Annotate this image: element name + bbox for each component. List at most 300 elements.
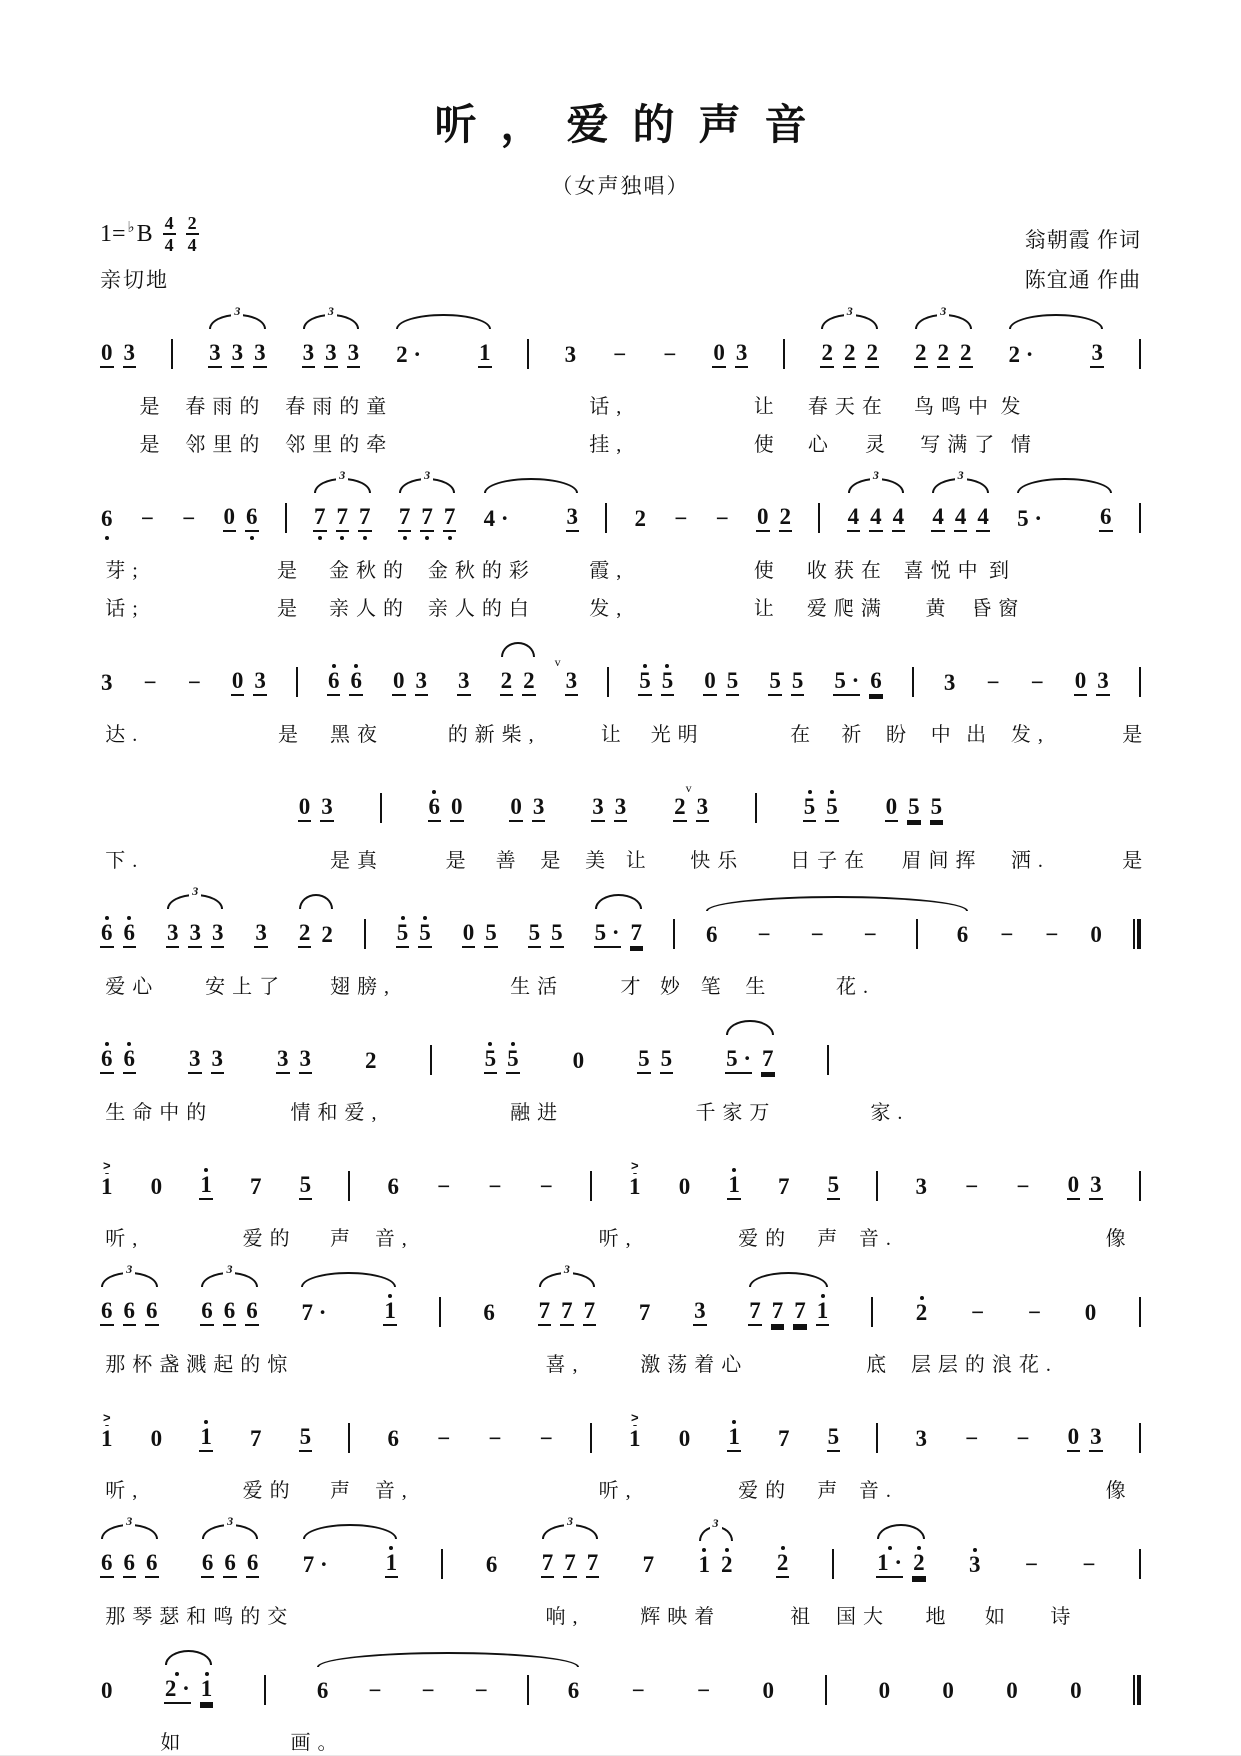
note-group — [143, 655, 158, 710]
note-group — [885, 779, 944, 836]
note-digit: 6 — [245, 1299, 259, 1326]
note-token — [976, 489, 990, 546]
note-group — [528, 905, 564, 962]
note-digit: 2 · — [396, 342, 422, 367]
lyric-syllable: 金秋的 — [329, 560, 411, 582]
dash-token — [140, 491, 155, 546]
note-group — [386, 1411, 400, 1466]
note-token — [1090, 325, 1104, 382]
note-token — [123, 1283, 137, 1340]
note-group — [1139, 339, 1141, 382]
note-token — [300, 1285, 327, 1340]
note-digit: v 3 — [565, 669, 579, 696]
note-token — [803, 779, 817, 836]
note-token — [673, 779, 687, 836]
note-token — [843, 325, 857, 382]
lyric-syllable: 情 — [1010, 434, 1038, 456]
barline — [673, 919, 675, 949]
rest-token — [878, 1663, 892, 1718]
note-digit: − — [1016, 1426, 1030, 1451]
note-digit: 6 — [100, 1551, 114, 1578]
note-digit: 6 — [327, 669, 341, 696]
note-digit: 7 — [778, 1426, 790, 1451]
note-token — [336, 489, 350, 546]
note-top-marks — [665, 653, 669, 669]
note-group — [100, 1411, 114, 1466]
note-token — [254, 905, 268, 962]
note-digit: 3 — [211, 921, 225, 948]
meta-row-2 — [100, 264, 1141, 294]
note-group — [703, 653, 739, 710]
note-group — [1133, 919, 1141, 962]
note-token — [245, 489, 259, 546]
note-group — [298, 779, 334, 836]
lyric-syllable: 音. — [858, 1480, 898, 1502]
note-bottom-marks — [363, 532, 367, 546]
note-top-marks — [105, 1031, 109, 1047]
note-group — [678, 1159, 692, 1214]
note-digit: 3 — [968, 1552, 981, 1577]
note-token — [1016, 491, 1043, 546]
note-digit: 7 — [638, 1300, 651, 1325]
note-token — [246, 1535, 260, 1592]
note-token — [208, 325, 222, 382]
note-group — [1081, 1537, 1096, 1592]
note-group — [970, 1285, 985, 1340]
note-top-marks — [204, 1409, 208, 1425]
lyric-syllable: 爱的 — [242, 1228, 297, 1250]
note-digit: 2 — [912, 1551, 926, 1578]
lyric-syllable: 邻里的牵 — [285, 434, 394, 456]
note-token — [1008, 327, 1035, 382]
note-group — [487, 1159, 502, 1214]
note-digit: 5 — [299, 1173, 313, 1200]
note-digit: 0 — [223, 505, 237, 532]
note-digit: 3 — [564, 342, 577, 367]
low-octave-dot-icon — [250, 536, 254, 540]
lyric-syllable: 诗 — [1050, 1606, 1078, 1628]
rest-token — [572, 1033, 586, 1088]
note-token — [100, 905, 114, 962]
note-digit: 7 — [443, 505, 457, 532]
triplet-group — [398, 489, 457, 546]
meta-row — [100, 214, 1141, 254]
barline — [916, 919, 918, 949]
rest-token — [756, 489, 770, 546]
note-digit: 2 — [914, 341, 928, 368]
low-octave-dot-icon — [403, 536, 407, 540]
lyric-syllable: 是 — [278, 724, 305, 746]
note-top-marks — [432, 779, 436, 795]
note-token — [816, 1283, 830, 1340]
lyric-line — [100, 710, 1150, 748]
note-token — [123, 1535, 137, 1592]
note-digit: 0 — [942, 1678, 954, 1703]
note-token — [833, 653, 860, 710]
note-digit: 7 — [538, 1299, 552, 1326]
note-token — [188, 1031, 202, 1088]
lyric-syllable: 音, — [374, 1480, 414, 1502]
note-token — [482, 1285, 496, 1340]
lyric-syllable: 祈 — [841, 724, 869, 746]
note-token — [638, 1285, 652, 1340]
note-digit: 5 — [484, 921, 498, 948]
note-group — [436, 1411, 451, 1466]
note-digit: 1 — [385, 1551, 399, 1578]
note-token — [253, 325, 267, 382]
note-group — [264, 1675, 266, 1718]
note-digit: 2 — [298, 921, 312, 948]
barline — [832, 1549, 834, 1579]
low-octave-dot-icon — [318, 536, 322, 540]
note-digit: 5 — [484, 1047, 498, 1074]
note-digit: 2 — [365, 1048, 377, 1073]
note-digit: 2 — [673, 795, 687, 822]
note-token — [825, 779, 839, 836]
barline — [296, 667, 298, 697]
dash-token — [662, 327, 677, 382]
note-digit: 1 — [698, 1552, 711, 1577]
lyric-syllable: 金秋的彩 — [427, 560, 536, 582]
notation-line — [100, 304, 1141, 382]
note-bottom-marks — [425, 532, 429, 546]
note-group — [776, 1535, 790, 1592]
barline — [380, 793, 382, 823]
note-token — [827, 1409, 841, 1466]
note-group — [100, 905, 136, 962]
note-group — [380, 793, 382, 836]
lyric-syllable: 昏窗 — [971, 598, 1026, 620]
rest-token — [298, 779, 312, 836]
dash-token — [487, 1411, 502, 1466]
note-digit: 1 — [816, 1299, 830, 1326]
song-title: 听，爱的声音 — [434, 101, 831, 148]
barline — [348, 1423, 350, 1453]
note-digit: 5 — [299, 1425, 313, 1452]
slur-group — [594, 905, 643, 962]
note-token — [563, 1535, 577, 1592]
note-digit: 1 — [200, 1677, 214, 1704]
note-digit: 5 — [930, 795, 944, 822]
note-top-marks — [920, 1285, 924, 1301]
note-group — [761, 1663, 775, 1718]
note-token — [735, 325, 749, 382]
lyric-syllable: 发, — [589, 598, 629, 620]
note-digit: 6 — [483, 1300, 495, 1325]
note-digit: 3 — [1090, 341, 1104, 368]
note-group — [968, 1537, 982, 1592]
note-group — [1069, 1663, 1083, 1718]
note-digit: 1 — [101, 1174, 113, 1199]
note-digit: 5 — [768, 669, 782, 696]
note-digit: 5 — [726, 669, 740, 696]
lyric-syllable: 如 — [984, 1606, 1012, 1628]
note-digit: 0 — [1070, 1678, 1082, 1703]
dash-token — [1015, 1159, 1030, 1214]
note-token — [637, 1031, 651, 1088]
note-digit: − — [631, 1678, 645, 1703]
note-group — [364, 1033, 378, 1088]
note-digit: 2 — [776, 1551, 790, 1578]
note-token — [320, 907, 334, 962]
note-token — [385, 1535, 399, 1592]
note-token — [483, 491, 510, 546]
note-digit: 5 — [825, 795, 839, 822]
note-token — [912, 1535, 926, 1592]
lyric-syllable: 快乐 — [690, 850, 745, 872]
slur-group — [1008, 325, 1104, 382]
note-group — [628, 1411, 642, 1466]
note-digit: 6 — [246, 1551, 260, 1578]
lyric-syllable: 让 — [600, 724, 628, 746]
lyric-syllable: 灵 — [865, 434, 893, 456]
dash-token — [436, 1159, 451, 1214]
note-digit: 7 — [748, 1299, 762, 1326]
note-group — [912, 667, 914, 710]
note-token — [123, 325, 137, 382]
note-digit: − — [437, 1174, 451, 1199]
note-group — [223, 489, 259, 546]
note-digit: 6 — [705, 922, 718, 947]
note-digit: 6 — [201, 1551, 215, 1578]
note-group — [1074, 653, 1110, 710]
note-digit: 1 — [629, 1174, 641, 1199]
barline — [1139, 1171, 1141, 1201]
note-digit: 5 — [791, 669, 805, 696]
accent-icon: > — [102, 1158, 111, 1173]
note-digit: 0 — [712, 341, 726, 368]
accent-icon: > — [631, 1410, 639, 1425]
final-barline — [1133, 1675, 1141, 1705]
note-bottom-marks — [318, 532, 322, 546]
rest-token — [712, 325, 726, 382]
note-digit: 4 — [847, 505, 861, 532]
note-group — [572, 1033, 586, 1088]
slur-group — [298, 905, 334, 962]
dash-token — [539, 1411, 554, 1466]
note-digit: 3 — [1089, 1425, 1103, 1452]
dash-token — [1027, 1285, 1042, 1340]
lyric-line — [100, 1592, 1141, 1630]
lyricist-credit: 翁朝霞 作词 — [1024, 228, 1141, 252]
triplet-group — [100, 1283, 159, 1340]
note-digit: 3 — [943, 670, 956, 695]
note-digit: 2 — [915, 1300, 928, 1325]
note-token — [827, 1157, 841, 1214]
note-group — [985, 655, 1000, 710]
note-group — [527, 339, 529, 382]
lyric-syllable: 出 — [966, 724, 994, 746]
note-digit: − — [971, 1300, 985, 1325]
note-token — [395, 327, 422, 382]
note-group — [825, 1675, 827, 1718]
dash-token — [863, 907, 878, 962]
lyric-syllable: 是 — [1122, 850, 1150, 872]
note-digit: 6 — [223, 1551, 237, 1578]
note-top-marks — [725, 1537, 729, 1553]
note-token — [541, 1535, 555, 1592]
barline — [441, 1549, 443, 1579]
note-digit: 0 — [509, 795, 523, 822]
lyric-syllable: 是 — [139, 396, 167, 418]
note-top-marks — [888, 1535, 892, 1551]
note-token — [661, 653, 675, 710]
dash-token — [631, 1663, 646, 1718]
lyric-line — [100, 1466, 1141, 1504]
note-digit: 5 — [827, 1425, 841, 1452]
lyric-syllable: 是 — [540, 850, 568, 872]
note-group — [428, 779, 464, 836]
note-group — [1139, 1423, 1141, 1466]
note-group — [943, 655, 957, 710]
note-group — [254, 905, 268, 962]
note-digit: 7 — [420, 505, 434, 532]
barline — [590, 1423, 592, 1453]
triplet-group — [541, 1535, 600, 1592]
note-token — [914, 1159, 928, 1214]
key-note: B — [136, 220, 153, 247]
note-bottom-marks — [448, 532, 452, 546]
note-digit: 7 · — [302, 1552, 328, 1577]
lyric-syllable: 盼 — [885, 724, 913, 746]
note-digit: − — [488, 1426, 502, 1451]
note-digit: 0 — [572, 1048, 585, 1073]
note-digit: 2 — [721, 1552, 733, 1577]
note-group — [100, 1159, 114, 1214]
lyric-syllable: 家. — [870, 1102, 910, 1124]
lyric-syllable: 音. — [858, 1228, 898, 1250]
lyric-syllable: 霞, — [589, 560, 629, 582]
note-group — [727, 1157, 741, 1214]
rest-token — [1084, 1285, 1098, 1340]
note-token — [316, 1663, 330, 1718]
notation-line — [298, 758, 943, 836]
note-token — [532, 779, 546, 836]
note-digit: − — [715, 506, 729, 531]
note-digit: 6 — [200, 1299, 214, 1326]
note-token — [748, 1283, 762, 1340]
note-digit: 2 · — [164, 1677, 191, 1704]
note-top-marks — [204, 1157, 208, 1173]
lyric-syllable: 让 — [625, 850, 653, 872]
note-group — [832, 1549, 834, 1592]
note-token — [914, 1411, 928, 1466]
note-digit: 3 — [415, 669, 429, 696]
note-digit: − — [674, 506, 688, 531]
rest-token — [231, 653, 245, 710]
dash-token — [696, 1663, 711, 1718]
note-group — [673, 779, 709, 836]
note-digit: 6 — [956, 922, 969, 947]
note-digit: 6 — [567, 1678, 580, 1703]
note-token — [567, 1663, 581, 1718]
note-digit: − — [663, 342, 677, 367]
note-group — [914, 1159, 928, 1214]
note-token — [959, 325, 973, 382]
note-group — [631, 1663, 646, 1718]
note-token — [299, 1409, 313, 1466]
note-token — [276, 1031, 290, 1088]
slur-group — [500, 653, 536, 710]
note-digit: 0 — [462, 921, 476, 948]
note-token — [538, 1283, 552, 1340]
lyric-syllable: 是 — [276, 598, 304, 620]
note-token — [199, 1409, 213, 1466]
note-digit: − — [539, 1426, 553, 1451]
note-digit: 3 — [735, 341, 749, 368]
dash-token — [970, 1285, 985, 1340]
note-token — [560, 1283, 574, 1340]
note-digit: 3 — [324, 341, 338, 368]
note-digit: − — [140, 506, 154, 531]
note-group — [876, 1171, 878, 1214]
note-digit: 4 — [931, 505, 945, 532]
note-token — [869, 489, 883, 546]
note-token — [302, 1537, 329, 1592]
time-signature-1: $\frac{4}{4}$ — [164, 213, 174, 255]
note-top-marks — [388, 1283, 392, 1299]
note-digit: − — [757, 922, 771, 947]
note-group — [348, 1423, 350, 1466]
note-digit: 0 — [1067, 1173, 1081, 1200]
note-digit: 7 — [771, 1299, 785, 1326]
note-group — [712, 325, 748, 382]
lyric-syllable: 收获在 — [806, 560, 888, 582]
note-group — [607, 667, 609, 710]
rest-token — [1089, 907, 1103, 962]
note-token — [200, 1283, 214, 1340]
lyric-syllable: 挂, — [589, 434, 629, 456]
note-digit: 6 — [316, 1678, 329, 1703]
note-digit: 4 — [892, 505, 906, 532]
note-token — [1096, 653, 1110, 710]
dash-token — [1015, 1411, 1030, 1466]
lyric-line — [100, 836, 1150, 874]
note-token — [791, 653, 805, 710]
note-group — [876, 1423, 878, 1466]
note-digit: − — [965, 1426, 979, 1451]
lyric-syllable: 让 — [753, 396, 781, 418]
note-digit: − — [986, 670, 1000, 695]
barline — [876, 1423, 878, 1453]
lyric-syllable: 的新柴, — [447, 724, 541, 746]
dash-token — [1081, 1537, 1096, 1592]
note-digit: 4 — [954, 505, 968, 532]
note-digit: 3 — [276, 1047, 290, 1074]
note-digit: 2 — [522, 669, 536, 696]
note-digit: 5 — [396, 921, 410, 948]
slur-group — [300, 1283, 396, 1340]
slur-group — [164, 1661, 213, 1718]
music-system — [100, 304, 1141, 458]
lyric-line — [100, 1088, 1141, 1126]
note-digit: 3 — [347, 341, 361, 368]
note-digit: 3 — [302, 341, 316, 368]
note-token — [478, 325, 492, 382]
note-digit: 3 — [457, 669, 471, 696]
lyric-syllable: 到 — [989, 560, 1016, 582]
dash-token — [474, 1663, 489, 1718]
note-digit: − — [368, 1678, 382, 1703]
rest-token — [761, 1663, 775, 1718]
note-token — [865, 325, 879, 382]
note-token — [522, 653, 536, 710]
song-subtitle: （女声独唱） — [551, 174, 690, 198]
note-digit: 2 — [820, 341, 834, 368]
note-digit: − — [810, 922, 824, 947]
note-group — [833, 653, 882, 710]
note-digit: 3 — [693, 1299, 707, 1326]
